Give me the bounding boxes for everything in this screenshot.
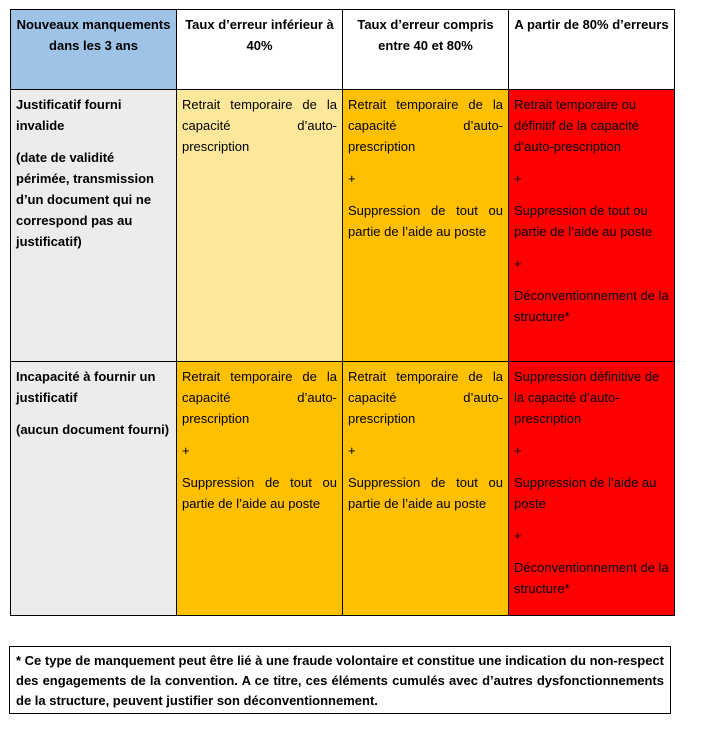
cell-text: Suppression de tout ou partie de l’aide au poste [348,203,503,239]
cell-level-3 [509,90,675,362]
plus-sign: + [348,171,356,186]
cell-level-2 [343,90,509,362]
sanctions-table [10,9,675,616]
row-title: Justificatif fourni invalide [16,97,122,133]
table-row [11,362,675,616]
cell-text: Retrait temporaire de la capacité d’auto-prescription [182,97,337,154]
plus-sign: + [514,171,522,186]
plus-sign: + [182,443,190,458]
row-detail: (aucun document fourni) [16,422,170,437]
table-row [11,90,675,362]
cell-text: Retrait temporaire de la capacité d’auto-prescription [348,369,503,426]
row-detail: (date de validité périmée, transmission d’un document qui ne correspond pas au justificatif) [16,150,154,249]
cell-level-2 [177,362,343,616]
cell-level-1 [177,90,343,362]
row-header [11,90,177,362]
cell-level-3 [509,362,675,616]
cell-text: Retrait temporaire de la capacité d’auto-prescription [348,97,503,154]
footnote: * Ce type de manquement peut être lié à une fraude volontaire et constitue une indication du non-respect des engagements de la convention. A ce titre, ces éléments cumulés avec d’autres dysfonctionnements de la structure, peuvent justifier son déconventionnement. [9,646,671,714]
plus-sign: + [514,528,522,543]
plus-sign: + [348,443,356,458]
plus-sign: + [514,256,522,271]
cell-text: Suppression de tout ou partie de l’aide au poste [182,475,337,511]
cell-text: Retrait temporaire de la capacité d’auto-prescription [182,369,337,426]
cell-text: Déconventionnement de la structure* [514,560,669,596]
header-row [11,10,675,90]
cell-text: Suppression définitive de la capacité d’auto-prescription [514,369,660,426]
header-col-under-40: Taux d’erreur inférieur à 40% [177,10,343,90]
cell-text: Suppression de tout ou partie de l’aide au poste [348,475,503,511]
header-col-over-80: A partir de 80% d’erreurs [509,10,675,90]
cell-text: Déconventionnement de la structure* [514,288,669,324]
cell-text: Retrait temporaire ou définitif de la capacité d’auto-prescription [514,97,640,154]
plus-sign: + [514,443,522,458]
header-col-40-80: Taux d’erreur compris entre 40 et 80% [343,10,509,90]
cell-text: Suppression de tout ou partie de l’aide au poste [514,203,653,239]
row-header [11,362,177,616]
cell-level-2 [343,362,509,616]
header-corner: Nouveaux manquements dans les 3 ans [11,10,177,90]
row-title: Incapacité à fournir un justificatif [16,369,156,405]
cell-text: Suppression de l’aide au poste [514,475,657,511]
